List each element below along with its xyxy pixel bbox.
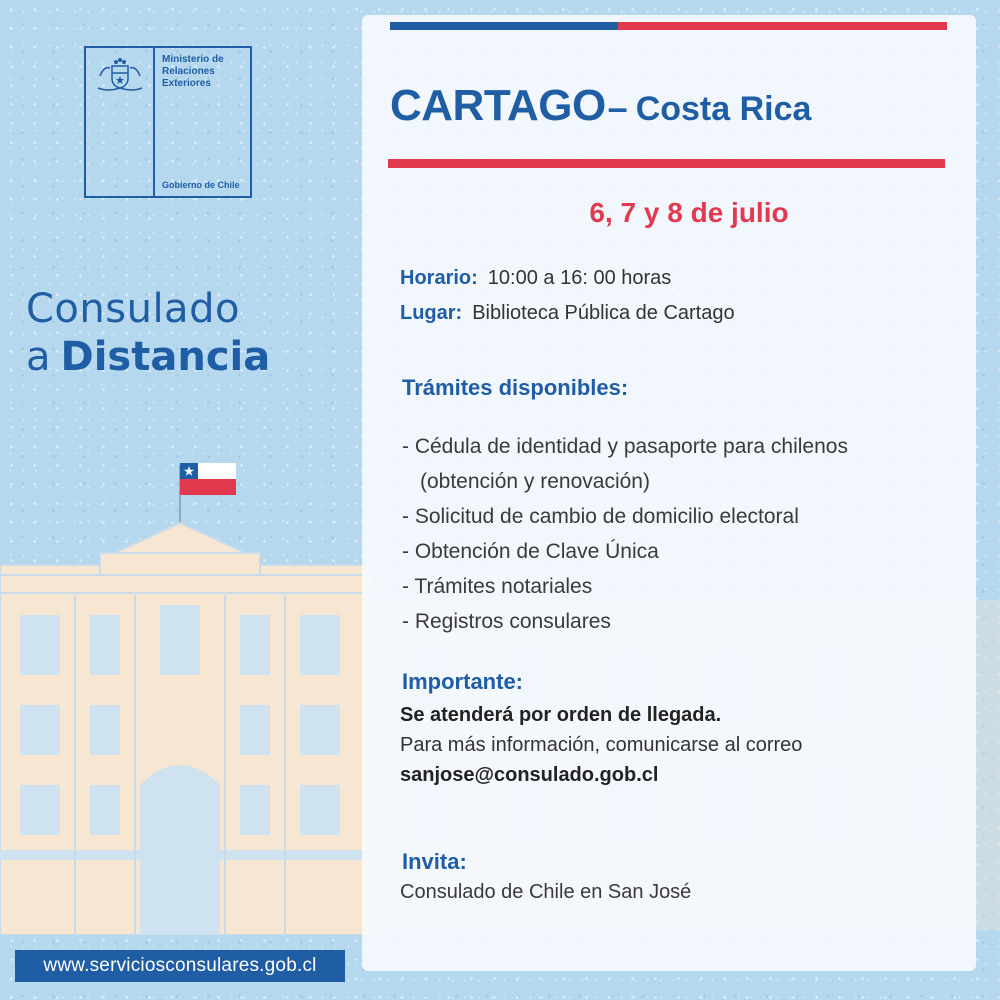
logo-divider [153,48,155,196]
schedule-row [400,267,671,290]
flag-stripe-red [618,22,947,30]
contact-text: Para más información, comunicarse al correo [400,734,803,756]
title-prefix: a [26,334,51,380]
event-card [362,15,976,971]
services-heading: Trámites disponibles: [402,375,629,400]
important-heading: Importante: [402,669,523,694]
country-name: Costa Rica [635,90,812,128]
invites-text: Consulado de Chile en San José [400,881,692,903]
place-row [400,302,735,325]
title-dash: – [607,87,628,128]
title-consulado: Consulado [26,286,240,332]
services-list [402,429,848,639]
list-item: - Trámites notariales [402,575,593,598]
event-dates: 6, 7 y 8 de julio [589,197,789,228]
chile-coat-of-arms-icon [92,56,148,96]
place-label: Lugar: [400,302,463,324]
invites-heading: Invita: [402,849,467,874]
contact-email[interactable]: sanjose@consulado.gob.cl [400,764,659,786]
list-item: - Obtención de Clave Única [402,540,659,563]
flag-stripe-blue [390,22,618,30]
title-bold: Distancia [60,334,271,380]
important-note: Se atenderá por orden de llegada. [400,704,722,726]
palacio-de-la-moneda-illustration [0,455,370,935]
schedule-value: 10:00 a 16: 00 horas [487,267,672,289]
location-title [390,81,811,131]
schedule-label: Horario: [400,267,478,289]
ministry-name: Ministerio de Relaciones Exteriores [162,54,224,89]
place-value: Biblioteca Pública de Cartago [472,302,735,324]
list-item: - Registros consulares [402,610,611,633]
government-name: Gobierno de Chile [162,180,240,190]
service-text: - Cédula de identidad y pasaporte para chilenos [402,435,848,458]
city-name: CARTAGO [390,81,606,130]
website-link[interactable]: www.serviciosconsulares.gob.cl [15,950,345,982]
title-distancia [26,334,270,380]
service-subtext: (obtención y renovación) [420,470,650,493]
title-underline [388,159,945,168]
list-item: - Solicitud de cambio de domicilio electoral [402,505,799,528]
ministry-logo [84,46,252,198]
list-item [402,429,848,499]
